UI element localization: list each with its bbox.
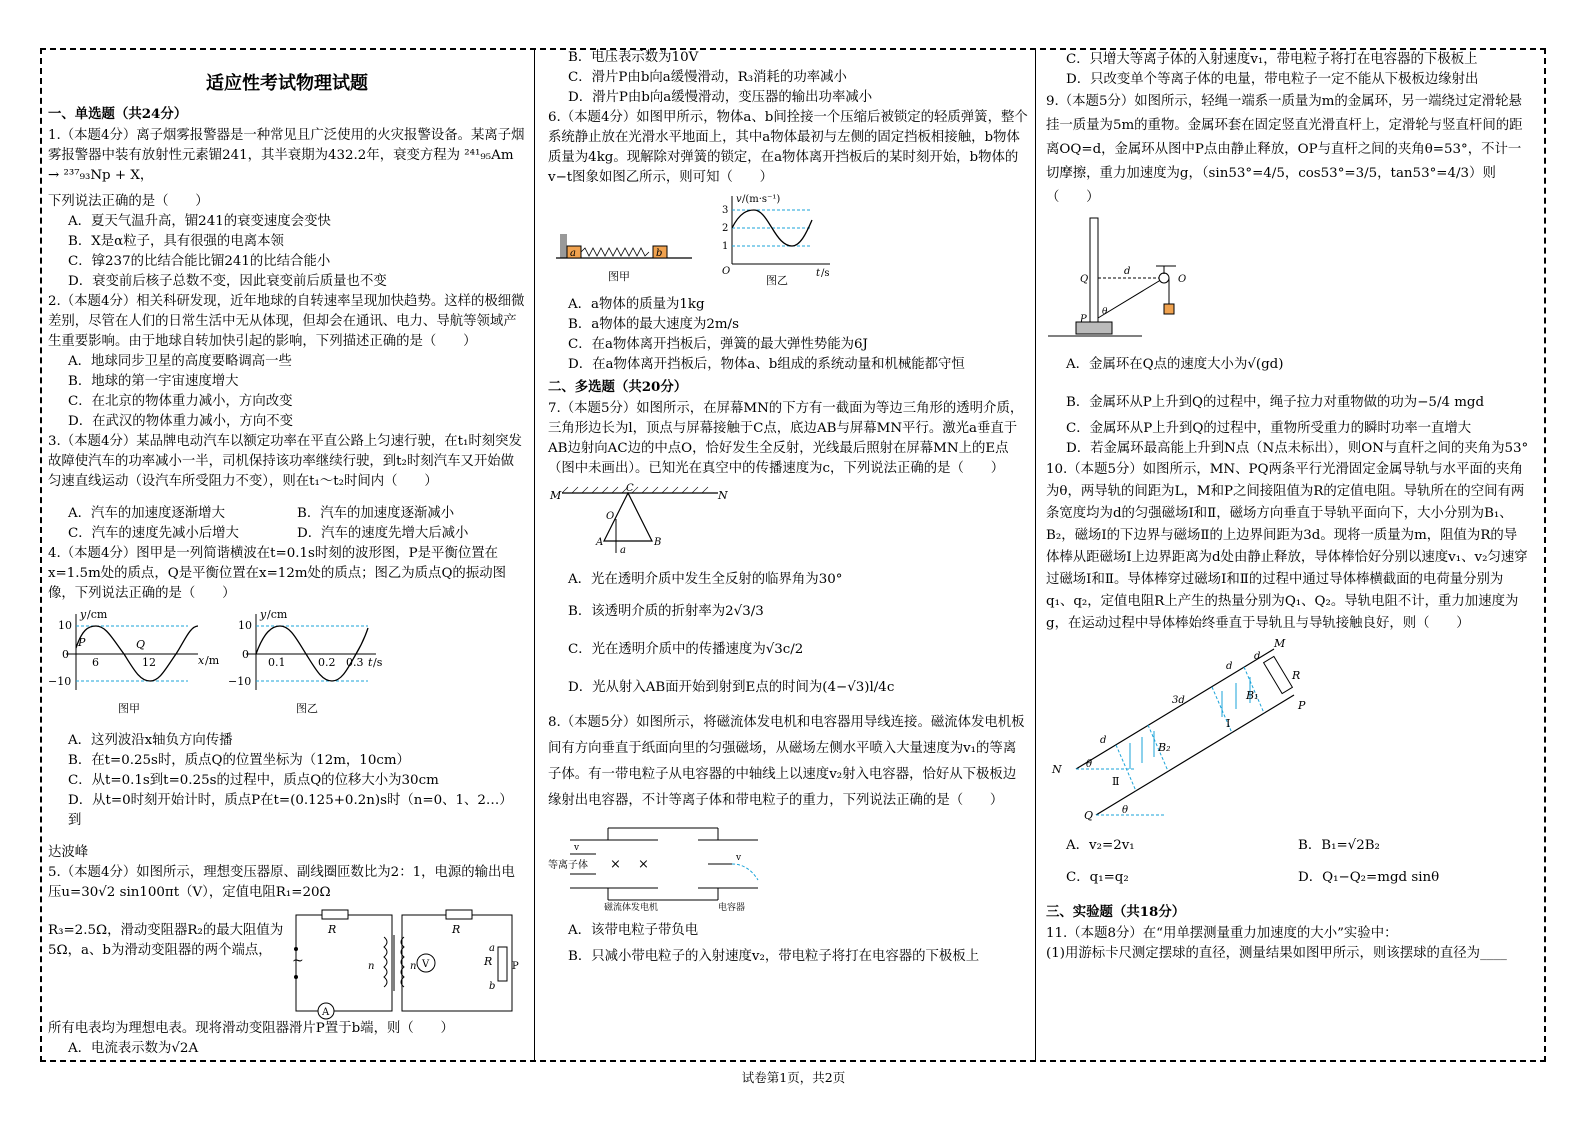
section-heading-3: 三、实验题（共18分）: [1046, 904, 1186, 920]
column-3: [1046, 50, 1530, 1058]
svg-text:v: v: [736, 853, 742, 863]
option: B．地球的第一宇宙速度增大: [68, 374, 239, 389]
spring-figures: [548, 192, 1028, 291]
svg-text:0.2: 0.2: [318, 656, 336, 669]
svg-text:P: P: [78, 636, 86, 649]
question-stem: 11.（本题8分）在“用单摆测量重力加速度的大小”实验中：: [1046, 926, 1398, 941]
column-1: [48, 52, 526, 1058]
svg-text:10: 10: [58, 619, 72, 632]
fig-label: 电容器: [718, 903, 746, 913]
svg-text:P: P: [1298, 699, 1306, 712]
option: A．电流表示数为√2A: [68, 1041, 199, 1056]
question-stem: 下列说法正确的是（ ）: [48, 194, 209, 209]
option: B．B₁=√2B₂: [1298, 838, 1380, 853]
svg-text:a: a: [570, 248, 576, 259]
column-divider-1: [534, 48, 535, 1062]
pulley-svg: [1046, 214, 1216, 344]
wave-graph-a: [48, 608, 220, 715]
svg-text:3d: 3d: [1172, 695, 1185, 706]
svg-text:n: n: [410, 961, 417, 972]
svg-text:a: a: [620, 545, 626, 556]
fig-label: 等离子体: [548, 860, 588, 871]
svg-text:−10: −10: [228, 675, 252, 688]
fig-label: 磁流体发电机: [604, 903, 659, 913]
question-stem: 5.（本题4分）如图所示，理想变压器原、副线圈匝数比为2：1，电源的输出电压u=30√2 sin100πt（V），定值电阻R₁=20Ω: [48, 865, 515, 900]
option: A．光在透明介质中发生全反射的临界角为30°: [568, 572, 843, 587]
magnetic-rails-figure: [1046, 639, 1530, 832]
svg-text:v: v: [574, 843, 580, 853]
svg-text:B₁: B₁: [1246, 689, 1259, 702]
wave-graphs-svg: [48, 608, 383, 720]
option: B．只减小带电粒子的入射速度v₂，带电粒子将打在电容器的下极板上: [568, 949, 980, 964]
option: D．只改变单个等离子体的电量，带电粒子一定不能从下极板边缘射出: [1066, 72, 1479, 87]
svg-text:×: ×: [610, 857, 621, 872]
wave-figures: [48, 608, 526, 727]
svg-text:R: R: [328, 923, 337, 936]
svg-text:A: A: [322, 1007, 330, 1018]
spring-system-figure: [556, 234, 692, 283]
question-stem: 4.（本题4分）图甲是一列简谐横波在t=0.1s时刻的波形图，P是平衡位置在x=1.5m处的质点，Q是平衡位置在x=12m处的质点；图乙为质点Q的振动图像，下列说法正确的是（ ）: [48, 546, 506, 601]
svg-text:R: R: [1292, 669, 1301, 682]
option: D．Q₁−Q₂=mgd sinθ: [1298, 870, 1440, 885]
question-stem: 1.（本题4分）离子烟雾报警器是一种常见且广泛使用的火灾报警设备。某离子烟雾报警器中装有放射性元素镅241，其半衰期为432.2年，衰变方程为 ²⁴¹₉₅Am → ²³⁷₉₃Np + X，: [48, 128, 525, 183]
section-heading-2: 二、多选题（共20分）: [548, 379, 688, 395]
svg-text:1: 1: [722, 241, 729, 252]
svg-text:P: P: [512, 961, 519, 972]
svg-text:×: ×: [638, 857, 649, 872]
svg-text:d: d: [1254, 651, 1261, 662]
svg-text:M: M: [550, 489, 562, 502]
option: B．a物体的最大速度为2m/s: [568, 317, 739, 332]
prism-figure: [548, 483, 1028, 566]
option: B．电压表示数为10V: [568, 50, 699, 65]
svg-text:A: A: [596, 537, 604, 548]
fig-label: 图甲: [608, 270, 630, 283]
svg-text:/s: /s: [373, 656, 383, 669]
question-11: [1046, 924, 1530, 964]
svg-text:O: O: [1178, 274, 1187, 285]
svg-text:Q: Q: [136, 638, 146, 651]
question-8: [548, 710, 1028, 967]
option: D．光从射入AB面开始到射到E点的时间为(4−√3)l/4c: [568, 680, 895, 695]
option: B．X是α粒子，具有很强的电离本领: [68, 234, 284, 249]
svg-text:Ⅱ: Ⅱ: [1112, 775, 1120, 788]
svg-text:2: 2: [722, 223, 729, 234]
fig-label: 图乙: [766, 274, 788, 287]
option: C．滑片P由b向a缓慢滑动，R₃消耗的功率减小: [568, 70, 847, 85]
question-stem: 3.（本题4分）某品牌电动汽车以额定功率在平直公路上匀速行驶，在t₁时刻突发故障使汽车的功率减小一半，司机保持该功率继续行驶，到t₂时刻汽车又开始做匀速直线运动（设汽车所受阻力不变），则在t₁～t₂时间内（ ）: [48, 434, 522, 489]
svg-text:θ: θ: [1102, 307, 1108, 317]
option: C．只增大等离子体的入射速度v₁，带电粒子将打在电容器的下极板上: [1066, 52, 1478, 67]
pulley-figure: [1046, 214, 1530, 351]
option: C．汽车的速度先减小后增大: [68, 526, 239, 541]
svg-text:v: v: [736, 194, 742, 205]
svg-text:Q: Q: [1084, 809, 1094, 822]
svg-text:10: 10: [238, 619, 252, 632]
svg-text:0: 0: [62, 648, 69, 661]
option: D．衰变前后核子总数不变，因此衰变前后质量也不变: [68, 274, 387, 289]
option: D．滑片P由b向a缓慢滑动，变压器的输出功率减小: [568, 90, 873, 105]
option: C．光在透明介质中的传播速度为√3c/2: [568, 642, 804, 657]
svg-text:0.1: 0.1: [268, 656, 286, 669]
svg-text:~: ~: [292, 953, 304, 969]
svg-text:/cm: /cm: [267, 608, 288, 621]
svg-text:Ⅰ: Ⅰ: [1226, 717, 1231, 730]
svg-text:t: t: [368, 656, 373, 669]
plasma-generator-svg: [548, 818, 778, 913]
svg-text:b: b: [489, 981, 496, 992]
option: A．汽车的加速度逐渐增大: [68, 506, 225, 521]
svg-text:O: O: [722, 266, 731, 277]
option: A．a物体的质量为1kg: [568, 297, 705, 312]
question-subpart: (1)用游标卡尺测定摆球的直径，测量结果如图甲所示，则该摆球的直径为____: [1046, 946, 1507, 961]
svg-text:C: C: [626, 483, 634, 494]
svg-text:P: P: [1080, 314, 1087, 325]
option: A．v₂=2v₁: [1066, 838, 1135, 853]
option: B．金属环从P上升到Q的过程中，绳子拉力对重物做的功为−5/4 mgd: [1066, 395, 1485, 410]
svg-text:M: M: [1274, 637, 1286, 650]
option: C．金属环从P上升到Q的过程中，重物所受重力的瞬时功率一直增大: [1066, 421, 1472, 436]
question-10: [1046, 459, 1530, 888]
wave-graph-b: [228, 608, 383, 715]
option: A．金属环在Q点的速度大小为√(gd): [1066, 357, 1284, 372]
option: C．在a物体离开挡板后，弹簧的最大弹性势能为6J: [568, 337, 868, 352]
option: A．地球同步卫星的高度要略调高一些: [68, 354, 292, 369]
option: C．q₁=q₂: [1066, 870, 1129, 885]
svg-text:3: 3: [722, 205, 729, 216]
svg-text:R: R: [452, 923, 461, 936]
velocity-time-graph: [722, 194, 830, 287]
plasma-generator-figure: [548, 818, 1028, 917]
svg-text:d: d: [1100, 735, 1107, 746]
fig-label: 图甲: [118, 702, 140, 715]
question-5: [48, 863, 526, 1059]
column-2: [548, 48, 1028, 1058]
svg-text:/m: /m: [205, 654, 220, 667]
question-stem: 所有电表均为理想电表。现将滑动变阻器滑片P置于b端，则（ ）: [48, 1021, 454, 1036]
question-7: [548, 399, 1028, 698]
svg-text:n: n: [368, 961, 375, 972]
svg-text:a: a: [489, 943, 495, 954]
svg-text:O: O: [606, 511, 615, 522]
option: D．若金属环最高能上升到N点（N点未标出），则ON与直杆之间的夹角为53°: [1066, 441, 1529, 456]
svg-text:0: 0: [242, 648, 249, 661]
svg-text:d: d: [1124, 266, 1131, 277]
svg-text:y: y: [260, 608, 267, 621]
option: D．汽车的速度先增大后减小: [297, 526, 469, 541]
option: D．在武汉的物体重力减小，方向不变: [68, 414, 293, 429]
option-continuation: 达波峰: [48, 845, 89, 860]
option: C．在北京的物体重力减小，方向改变: [68, 394, 293, 409]
svg-text:t: t: [816, 268, 821, 279]
column-divider-2: [1035, 48, 1036, 1062]
magnetic-rails-svg: [1046, 639, 1326, 825]
svg-text:V: V: [422, 959, 430, 970]
prism-svg: [548, 483, 738, 559]
spring-graphs-svg: [552, 192, 842, 287]
option: A．这列波沿x轴负方向传播: [68, 733, 233, 748]
question-1: [48, 126, 526, 292]
page-title: 适应性考试物理试题: [206, 73, 368, 94]
svg-text:y: y: [80, 608, 87, 621]
svg-text:N: N: [718, 489, 728, 502]
question-stem: 10.（本题5分）如图所示，MN、PQ两条平行光滑固定金属导轨与水平面的夹角为θ，两导轨的间距为L，M和P之间接阻值为R的定值电阻。导轨所在的空间有两条宽度均为d的匀强磁场Ⅰ和Ⅱ，磁场方向垂直于导轨平面向下，大小分别为B₁、B₂，磁场Ⅰ的下边界与磁场Ⅱ的上边界间距为3d。现将一质量为m，阻值为R的导体棒从距磁场Ⅰ上边界距离为d处由静止释放，导体棒恰好分别以速度v₁、v₂匀速穿过磁场Ⅰ和Ⅱ。导体棒穿过磁场Ⅰ和Ⅱ的过程中通过导体棒横截面的电荷量分别为q₁、q₂，定值电阻R上产生的热量分别为Q₁、Q₂。导轨电阻不计，重力加速度为g，在运动过程中导体棒始终垂直于导轨且与导轨接触良好，则（ ）: [1046, 462, 1528, 631]
question-stem: 2.（本题4分）相关科研发现，近年地球的自转速率呈现加快趋势。这样的极细微差别，尽管在人们的日常生活中无从体现，但却会在通讯、电力、导航等领域产生重要影响。由于地球自转加快引起的影响，下列描述正确的是（ ）: [48, 294, 525, 349]
svg-text:12: 12: [142, 656, 156, 669]
option: A．该带电粒子带负电: [568, 923, 699, 938]
svg-text:Q: Q: [1080, 274, 1089, 285]
svg-text:b: b: [656, 248, 663, 259]
question-stem: 9.（本题5分）如图所示，轻绳一端系一质量为m的金属环，另一端绕过定滑轮悬挂一质量为5m的重物。金属环套在固定竖直光滑直杆上，定滑轮与竖直杆间的距离OQ=d，金属环从图中P点由静止释放，OP与直杆之间的夹角θ=53°，不计一切摩擦，重力加速度为g，（sin53°=4/5，cos53°=3/5，tan53°=4/3）则（ ）: [1046, 94, 1523, 205]
question-3: [48, 432, 526, 544]
option: D．在a物体离开挡板后，物体a、b组成的系统动量和机械能都守恒: [568, 357, 965, 372]
question-2: [48, 292, 526, 432]
svg-text:d: d: [1226, 661, 1233, 672]
svg-text:θ: θ: [1086, 759, 1093, 770]
svg-text:θ: θ: [1122, 805, 1129, 816]
svg-text:R: R: [484, 955, 493, 968]
svg-text:N: N: [1052, 763, 1062, 776]
question-stem: R₃=2.5Ω，滑动变阻器R₂的最大阻值为5Ω，a、b为滑动变阻器的两个端点，: [48, 923, 284, 958]
fig-label: 图乙: [296, 702, 318, 715]
svg-text:/cm: /cm: [87, 608, 108, 621]
option: A．夏天气温升高，镅241的衰变速度会变快: [68, 214, 331, 229]
option: B．在t=0.25s时，质点Q的位置坐标为（12m，10cm）: [68, 753, 410, 768]
section-heading-1: 一、单选题（共24分）: [48, 106, 188, 122]
option: C．从t=0.1s到t=0.25s的过程中，质点Q的位移大小为30cm: [68, 773, 439, 788]
svg-text:0.3: 0.3: [346, 656, 364, 669]
option: B．该透明介质的折射率为2√3/3: [568, 604, 764, 619]
svg-text:/s: /s: [821, 268, 830, 279]
transformer-circuit-svg: [286, 907, 526, 1019]
question-stem: 8.（本题5分）如图所示，将磁流体发电机和电容器用导线连接。磁流体发电机板间有方向垂直于纸面向里的匀强磁场，从磁场左侧水平喷入大量速度为v₁的等离子体。有一带电粒子从电容器的中轴线上以速度v₂射入电容器，恰好从下极板边缘射出电容器，不计等离子体和带电粒子的重力，下列说法正确的是（ ）: [548, 715, 1025, 808]
option: D．从t=0时刻开始计时，质点P在t=(0.125+0.2n)s时（n=0、1、2…）到: [68, 793, 513, 828]
option: B．汽车的加速度逐渐减小: [297, 506, 455, 521]
svg-text:6: 6: [92, 656, 99, 669]
svg-text:B₂: B₂: [1158, 741, 1171, 754]
svg-text:−10: −10: [48, 675, 72, 688]
question-stem: 6.（本题4分）如图甲所示，物体a、b间拴接一个压缩后被锁定的轻质弹簧，整个系统静止放在光滑水平地面上，其中a物体最初与左侧的固定挡板相接触，b物体质量为4kg。现解除对弹簧的锁定，在a物体离开挡板后的某时刻开始，b物体的v−t图象如图乙所示，则可知（ ）: [548, 110, 1028, 185]
question-4: [48, 544, 526, 863]
question-9: [1046, 90, 1530, 459]
page-footer: 试卷第1页，共2页: [741, 1070, 846, 1085]
svg-text:/(m·s⁻¹): /(m·s⁻¹): [742, 194, 781, 205]
svg-text:x: x: [198, 654, 205, 667]
svg-text:B: B: [654, 537, 662, 548]
question-6: [548, 108, 1028, 375]
question-stem: 7.（本题5分）如图所示，在屏幕MN的下方有一截面为等边三角形的透明介质，三角形边长为l，顶点与屏幕接触于C点，底边AB与屏幕MN平行。激光a垂直于AB边射向AC边的中点O，恰好发生全反射，光线最后照射在屏幕MN上的E点（图中未画出）。已知光在真空中的传播速度为c，下列说法正确的是（ ）: [548, 401, 1024, 476]
option: C．镎237的比结合能比镅241的比结合能小: [68, 254, 331, 269]
